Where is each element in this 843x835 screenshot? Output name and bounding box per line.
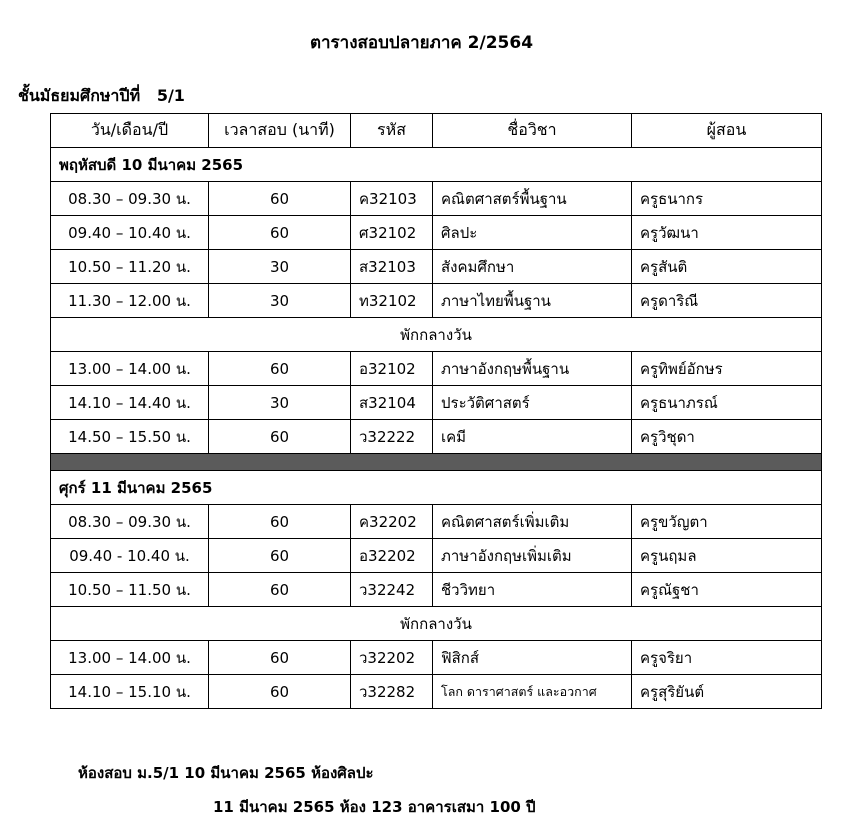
page-title: ตารางสอบปลายภาค 2/2564: [309, 33, 534, 53]
table-row: [51, 284, 822, 318]
subject-code: ค32202: [351, 505, 433, 539]
teacher-name: ครูสุริยันต์: [632, 675, 822, 709]
exam-minutes: 30: [209, 284, 351, 318]
table-row: [51, 505, 822, 539]
day-label: ศุกร์ 11 มีนาคม 2565: [51, 471, 822, 505]
subject-name: ศิลปะ: [433, 216, 632, 250]
class-value: 5/1: [156, 86, 185, 105]
header-subject: ชื่อวิชา: [433, 114, 632, 148]
day-label: พฤหัสบดี 10 มีนาคม 2565: [51, 148, 822, 182]
teacher-name: ครูขวัญตา: [632, 505, 822, 539]
teacher-name: ครูจริยา: [632, 641, 822, 675]
subject-name: ฟิสิกส์: [433, 641, 632, 675]
exam-schedule-table: [50, 113, 822, 709]
subject-code: อ32102: [351, 352, 433, 386]
exam-time: 10.50 – 11.20 น.: [51, 250, 209, 284]
exam-minutes: 60: [209, 641, 351, 675]
exam-minutes: 30: [209, 250, 351, 284]
exam-minutes: 60: [209, 352, 351, 386]
table-row: [51, 216, 822, 250]
header-date: วัน/เดือน/ปี: [51, 114, 209, 148]
exam-minutes: 30: [209, 386, 351, 420]
day-separator: [51, 454, 822, 471]
exam-time: 08.30 – 09.30 น.: [51, 182, 209, 216]
header-duration: เวลาสอบ (นาที): [209, 114, 351, 148]
day-separator-bar: [51, 454, 822, 471]
teacher-name: ครูณัฐชา: [632, 573, 822, 607]
subject-code: ศ32102: [351, 216, 433, 250]
table-row: [51, 352, 822, 386]
subject-name: เคมี: [433, 420, 632, 454]
exam-time: 08.30 – 09.30 น.: [51, 505, 209, 539]
exam-minutes: 60: [209, 420, 351, 454]
subject-code: ว32242: [351, 573, 433, 607]
class-label: ชั้นมัธยมศึกษาปีที่: [18, 86, 141, 105]
table-row: [51, 386, 822, 420]
lunch-break-label: พักกลางวัน: [51, 318, 822, 352]
exam-room-line-2: 11 มีนาคม 2565 ห้อง 123 อาคารเสมา 100 ปี: [213, 798, 536, 816]
teacher-name: ครูสันติ: [632, 250, 822, 284]
exam-time: 14.50 – 15.50 น.: [51, 420, 209, 454]
subject-name: คณิตศาสตร์พื้นฐาน: [433, 182, 632, 216]
header-code: รหัส: [351, 114, 433, 148]
table-row: [51, 539, 822, 573]
subject-name: สังคมศึกษา: [433, 250, 632, 284]
subject-name: ภาษาอังกฤษเพิ่มเติม: [433, 539, 632, 573]
subject-name: ภาษาไทยพื้นฐาน: [433, 284, 632, 318]
exam-time: 14.10 – 15.10 น.: [51, 675, 209, 709]
exam-time: 09.40 – 10.40 น.: [51, 216, 209, 250]
teacher-name: ครูวิชุดา: [632, 420, 822, 454]
exam-minutes: 60: [209, 505, 351, 539]
lunch-break-label: พักกลางวัน: [51, 607, 822, 641]
day-row: [51, 471, 822, 505]
exam-time: 14.10 – 14.40 น.: [51, 386, 209, 420]
subject-code: ท32102: [351, 284, 433, 318]
table-row: [51, 182, 822, 216]
subject-code: ว32222: [351, 420, 433, 454]
exam-time: 09.40 - 10.40 น.: [51, 539, 209, 573]
subject-code: ส32103: [351, 250, 433, 284]
subject-name: โลก ดาราศาสตร์ และอวกาศ: [433, 675, 632, 709]
exam-minutes: 60: [209, 675, 351, 709]
exam-minutes: 60: [209, 573, 351, 607]
header-row: [51, 114, 822, 148]
exam-room-line-1: ห้องสอบ ม.5/1 10 มีนาคม 2565 ห้องศิลปะ: [78, 764, 374, 782]
exam-minutes: 60: [209, 182, 351, 216]
table-row: [51, 420, 822, 454]
exam-time: 13.00 – 14.00 น.: [51, 641, 209, 675]
teacher-name: ครูนฤมล: [632, 539, 822, 573]
subject-name: คณิตศาสตร์เพิ่มเติม: [433, 505, 632, 539]
subject-code: อ32202: [351, 539, 433, 573]
exam-time: 11.30 – 12.00 น.: [51, 284, 209, 318]
subject-code: ส32104: [351, 386, 433, 420]
exam-time: 10.50 – 11.50 น.: [51, 573, 209, 607]
exam-time: 13.00 – 14.00 น.: [51, 352, 209, 386]
class-line: [18, 84, 185, 109]
subject-code: ค32103: [351, 182, 433, 216]
subject-name: ชีววิทยา: [433, 573, 632, 607]
teacher-name: ครูธนากร: [632, 182, 822, 216]
teacher-name: ครูดาริณี: [632, 284, 822, 318]
subject-name: ภาษาอังกฤษพื้นฐาน: [433, 352, 632, 386]
subject-code: ว32282: [351, 675, 433, 709]
subject-code: ว32202: [351, 641, 433, 675]
day-row: [51, 148, 822, 182]
table-row: [51, 250, 822, 284]
lunch-break-row: [51, 318, 822, 352]
subject-name: ประวัติศาสตร์: [433, 386, 632, 420]
table-row: [51, 573, 822, 607]
teacher-name: ครูทิพย์อักษร: [632, 352, 822, 386]
teacher-name: ครูวัฒนา: [632, 216, 822, 250]
table-row: [51, 675, 822, 709]
lunch-break-row: [51, 607, 822, 641]
exam-minutes: 60: [209, 539, 351, 573]
header-teacher: ผู้สอน: [632, 114, 822, 148]
teacher-name: ครูธนาภรณ์: [632, 386, 822, 420]
table-row: [51, 641, 822, 675]
exam-minutes: 60: [209, 216, 351, 250]
